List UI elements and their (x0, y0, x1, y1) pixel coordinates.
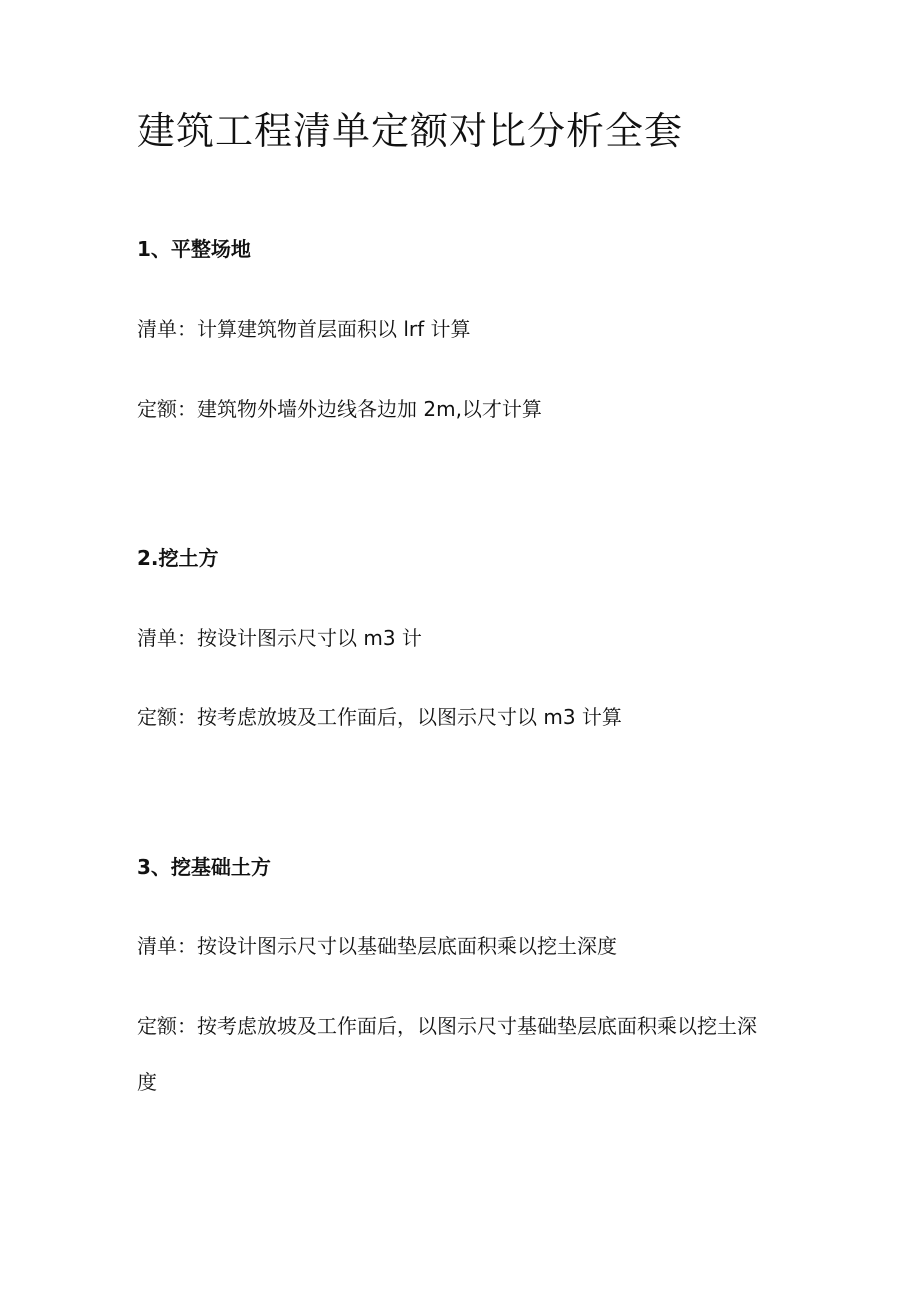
section-heading-2: 2.挖土方 (137, 546, 219, 570)
qingdan-text-1: 清单：计算建筑物首层面积以 lrf 计算 (137, 317, 471, 341)
section-heading-3: 3、挖基础土方 (137, 855, 271, 879)
dinge-text-3-line1: 定额：按考虑放坡及工作面后，以图示尺寸基础垫层底面积乘以挖土深 (137, 1014, 757, 1038)
dinge-text-3-line2: 度 (137, 1070, 157, 1094)
dinge-text-1: 定额：建筑物外墙外边线各边加 2m,以才计算 (137, 397, 542, 421)
qingdan-text-2: 清单：按设计图示尺寸以 m3 计 (137, 626, 422, 650)
qingdan-text-3: 清单：按设计图示尺寸以基础垫层底面积乘以挖土深度 (137, 934, 617, 958)
dinge-text-2: 定额：按考虑放坡及工作面后，以图示尺寸以 m3 计算 (137, 705, 622, 729)
document-title: 建筑工程清单定额对比分析全套 (137, 109, 684, 153)
section-heading-1: 1、平整场地 (137, 237, 251, 261)
